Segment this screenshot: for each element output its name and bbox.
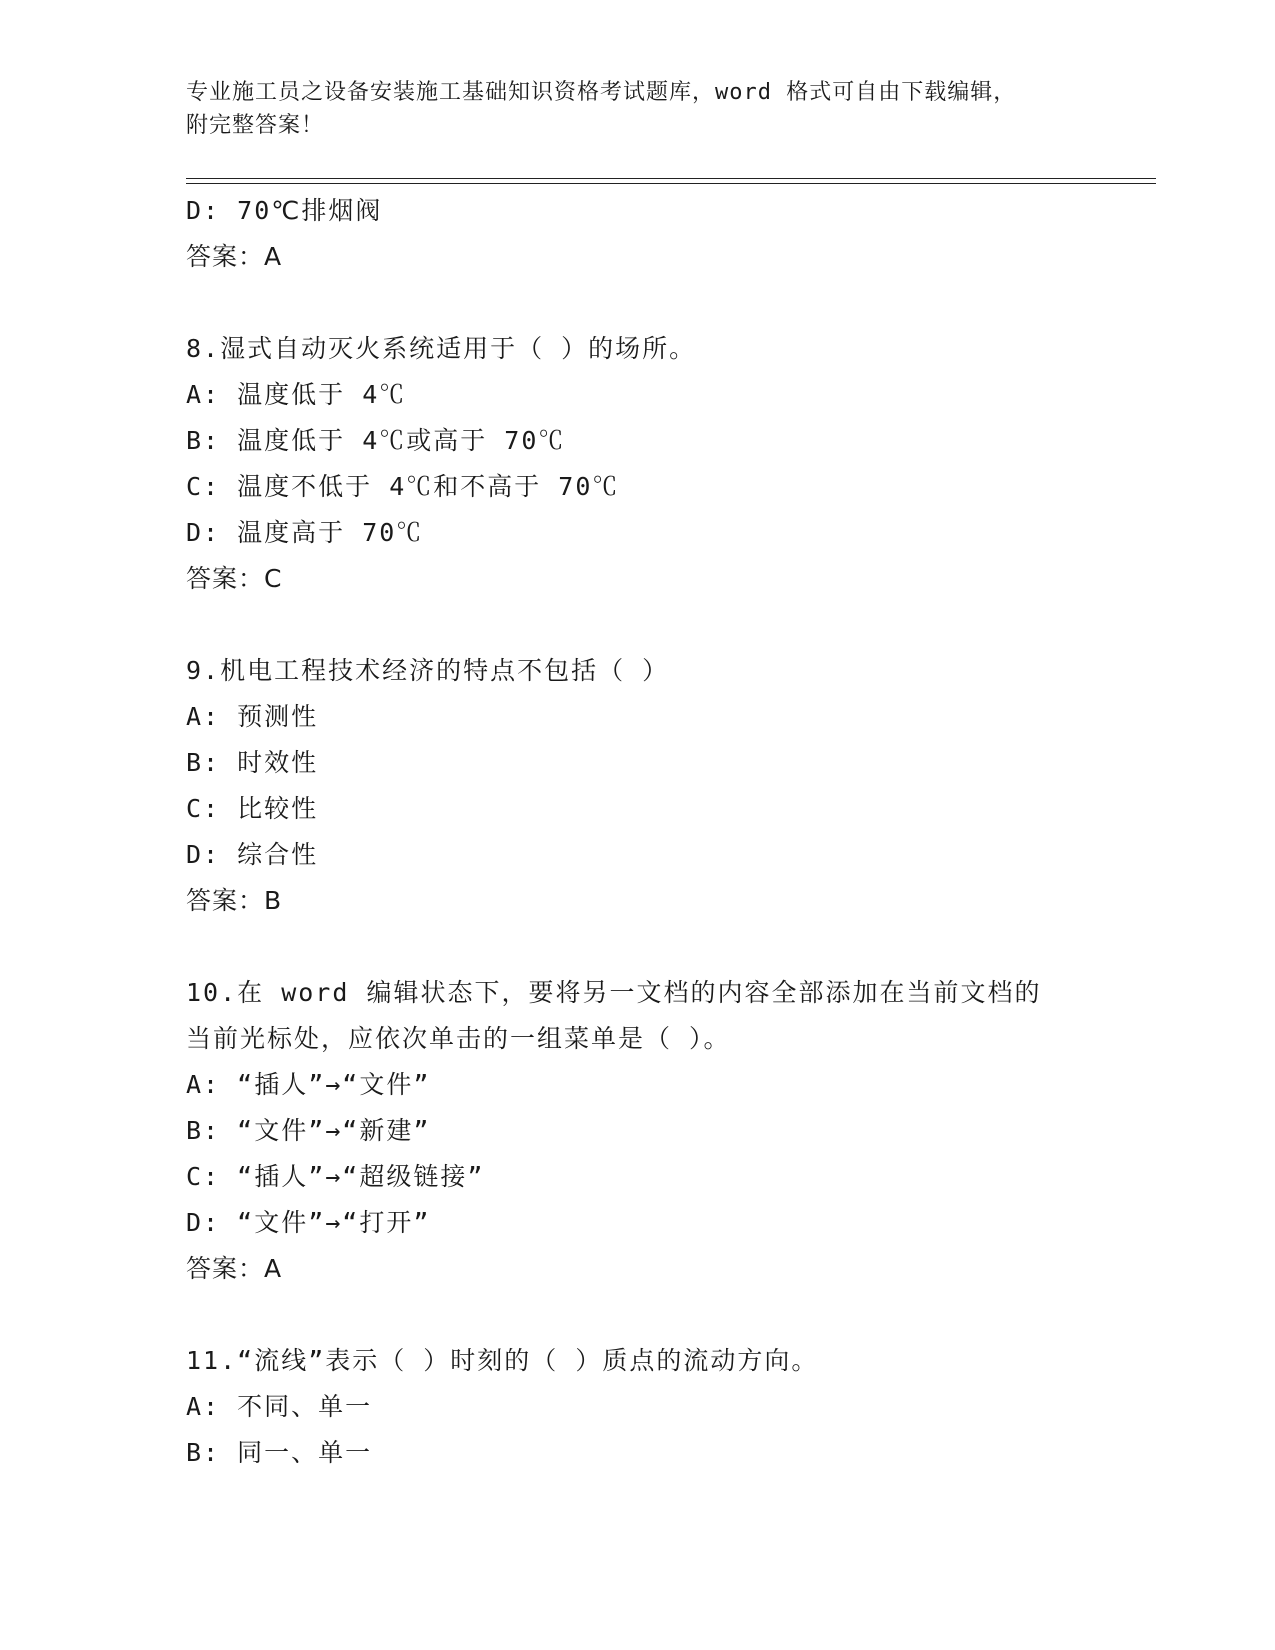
question-8 [186, 326, 1086, 602]
option-a: A: 温度低于 4℃ [186, 380, 407, 409]
answer-line: 答案：C [186, 564, 283, 593]
question-title: 9.机电工程技术经济的特点不包括（ ） [186, 656, 670, 685]
question-title: 11.“流线”表示（ ）时刻的（ ）质点的流动方向。 [186, 1346, 819, 1375]
question-title-line-2: 当前光标处，应依次单击的一组菜单是（ ）。 [186, 1024, 731, 1053]
spacer [186, 602, 1086, 648]
option-c: C: 温度不低于 4℃和不高于 70℃ [186, 472, 620, 501]
option-d: D: 70℃排烟阀 [186, 196, 383, 225]
header-divider [186, 178, 1156, 184]
document-page [186, 0, 1156, 1650]
answer-line: 答案：A [186, 1254, 283, 1283]
option-d: D: 温度高于 70℃ [186, 518, 424, 547]
header-line-2: 附完整答案！ [186, 113, 325, 138]
question-11 [186, 1338, 1086, 1476]
option-a: A: 不同、单一 [186, 1392, 373, 1421]
question-list [186, 188, 1086, 1476]
header-line-1: 专业施工员之设备安装施工基础知识资格考试题库，word 格式可自由下载编辑， [186, 80, 1017, 105]
question-10 [186, 970, 1086, 1292]
option-a: A: “插人”→“文件” [186, 1070, 431, 1099]
question-title: 8.湿式自动灭火系统适用于（ ）的场所。 [186, 334, 697, 363]
option-d: D: “文件”→“打开” [186, 1208, 431, 1237]
question-7-tail [186, 188, 1086, 280]
answer-line: 答案：A [186, 242, 283, 271]
spacer [186, 280, 1086, 326]
option-c: C: “插人”→“超级链接” [186, 1162, 485, 1191]
option-b: B: 同一、单一 [186, 1438, 373, 1467]
question-9 [186, 648, 1086, 924]
option-b: B: “文件”→“新建” [186, 1116, 431, 1145]
option-d: D: 综合性 [186, 840, 319, 869]
spacer [186, 1292, 1086, 1338]
option-b: B: 时效性 [186, 748, 319, 777]
option-c: C: 比较性 [186, 794, 319, 823]
question-title-line-1: 10.在 word 编辑状态下，要将另一文档的内容全部添加在当前文档的 [186, 978, 1042, 1007]
option-b: B: 温度低于 4℃或高于 70℃ [186, 426, 566, 455]
answer-line: 答案：B [186, 886, 283, 915]
spacer [186, 924, 1086, 970]
option-a: A: 预测性 [186, 702, 319, 731]
document-header [186, 76, 1086, 142]
